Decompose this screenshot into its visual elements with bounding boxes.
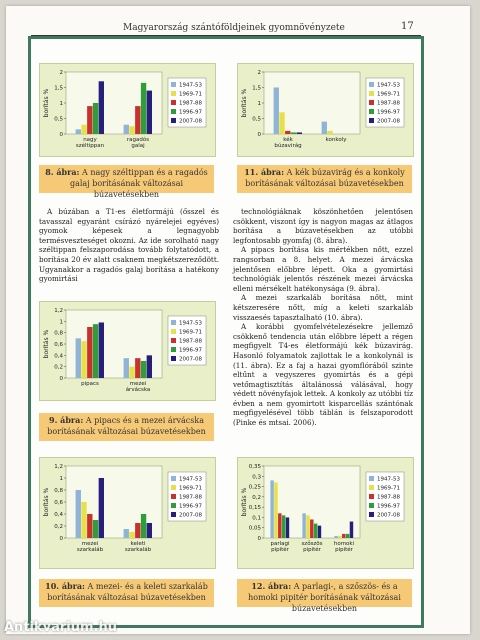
y-tick-label: 0: [257, 132, 261, 138]
bar: [310, 519, 313, 538]
legend-label: 1987-88: [179, 338, 202, 345]
x-tick-label: mezei: [129, 381, 147, 387]
bar: [274, 482, 277, 538]
y-tick-label: 0,8: [54, 330, 63, 337]
x-tick-label: galaj: [131, 143, 145, 149]
x-tick-label: búzavirág: [274, 143, 302, 149]
chart-fig10-svg: [40, 458, 215, 568]
y-tick-label: 1,5: [252, 85, 261, 92]
x-tick-label: mezei: [81, 541, 99, 547]
caption-fig12-label: 12. ábra:: [251, 581, 292, 591]
chart-fig12: [237, 457, 414, 569]
bar: [338, 536, 341, 538]
y-tick-label: 0,5: [54, 116, 63, 123]
x-tick-label: szőszös: [301, 541, 323, 547]
y-tick-label: 0,4: [54, 512, 63, 518]
y-tick-label: 1: [257, 101, 261, 107]
chart-fig8: [39, 63, 216, 157]
bar: [81, 502, 86, 538]
y-tick-label: 0,2: [252, 494, 261, 501]
legend-label: 1987-88: [377, 100, 400, 107]
legend-swatch: [171, 82, 176, 87]
x-tick-label: keleti: [130, 541, 146, 547]
bar: [314, 524, 317, 538]
chart-fig11: [237, 63, 414, 157]
x-tick-label: nagy: [83, 137, 97, 143]
y-tick-label: 1: [59, 319, 63, 326]
legend-swatch: [369, 512, 374, 517]
y-tick-label: 0,2: [54, 364, 63, 371]
body-text-left: [39, 207, 219, 287]
book-page: [6, 6, 470, 634]
bar: [81, 125, 86, 134]
x-tick-label: kék: [283, 137, 293, 143]
chart-fig8-svg: [40, 64, 215, 156]
y-tick-label: 0: [59, 536, 63, 542]
legend-swatch: [369, 476, 374, 481]
bar: [135, 106, 140, 134]
bar: [327, 131, 332, 134]
y-tick-label: 1,5: [54, 85, 63, 92]
y-tick-label: 0: [257, 536, 261, 542]
legend-label: 1996-97: [179, 109, 202, 116]
x-tick-label: konkoly: [325, 137, 347, 143]
x-tick-label: homoki: [333, 541, 355, 547]
legend-swatch: [369, 82, 374, 87]
caption-fig12: [237, 579, 412, 613]
bar: [141, 361, 146, 378]
y-tick-label: 0,3: [252, 474, 261, 481]
bar: [129, 367, 134, 378]
bar: [334, 536, 337, 538]
y-tick-label: 0,05: [248, 525, 261, 532]
x-tick-label: széltippan: [75, 143, 105, 149]
legend-swatch: [171, 320, 176, 325]
bar: [286, 517, 289, 538]
x-tick-label: ragadós: [126, 137, 150, 143]
legend-swatch: [171, 503, 176, 508]
legend-swatch: [369, 118, 374, 123]
body-right-paragraph-4: A korábbi gyomfelvételezésekre jellemző csökkenő tendencia után előbbre lépett a régen megfigyelt T4-es életformájú kék búzavirág. Hasonló folyamatok zajlottak le a konkolynál is (11. ábra). Ez a faj a hazai gyomflórából szinte eltűnt a vegyszeres gyomirtás és a gépi vetőmagtisztítás általánossá válásával, hogy védett növényfajok lettek. A konkoly az utóbbi tíz évben a nem gyomirtott kisparcellás szántónak megfigyelésével több táblán is felszaporodott (Pinke és mtsai. 2006).: [233, 322, 413, 428]
legend-label: 1987-88: [179, 494, 202, 501]
legend-label: 1947-53: [377, 82, 400, 89]
y-tick-label: 0,2: [54, 524, 63, 530]
page-frame: [28, 21, 424, 628]
legend-swatch: [171, 476, 176, 481]
legend-swatch: [171, 91, 176, 96]
body-right-paragraph-1: technológiáknak köszönhetően jelentősen csökkent, viszont így is nagyon magas az átlagos borítása a búzavetésekben az utóbbi legfontosabb gyomfaj (8. ábra).: [233, 207, 413, 245]
legend-swatch: [171, 118, 176, 123]
bar: [147, 523, 152, 538]
legend-label: 1947-53: [179, 320, 202, 327]
chart-fig12-svg: [238, 458, 413, 568]
y-tick-label: 0: [59, 376, 63, 382]
bar: [297, 132, 302, 134]
legend-label: 1987-88: [377, 494, 400, 501]
bar: [124, 529, 129, 538]
legend-label: 1996-97: [179, 347, 202, 354]
legend-swatch: [171, 512, 176, 517]
bar: [81, 341, 86, 378]
legend-swatch: [369, 91, 374, 96]
y-tick-label: 2: [59, 70, 63, 76]
bar: [285, 131, 290, 134]
legend-swatch: [369, 503, 374, 508]
bar: [135, 523, 140, 538]
legend-label: 1969-71: [377, 91, 400, 98]
y-tick-label: 0: [59, 132, 63, 138]
y-tick-label: 1,2: [54, 464, 63, 470]
bar: [270, 480, 273, 538]
bar: [147, 91, 152, 134]
page-number: 17: [401, 21, 414, 32]
x-tick-label: árvácska: [125, 387, 151, 393]
bar: [135, 358, 140, 378]
body-left-paragraph: A búzában a T1-es életformájú (ősszel és tavasszal egyaránt csírázó nyárelejei egyéves) gyomok képesek a legnagyobb termésveszteséget okozni. Az ide sorolható nagy széltippan felszaporodása tovább folytatódott, a borítása 20 év alatt csaknem megkétszereződött. Ugyanakkor a ragadós galaj borítása a hatékony gyomirtási: [39, 207, 219, 284]
legend-label: 1969-71: [377, 485, 400, 492]
caption-fig9-text: A pipacs és a mezei árvácska borításának változásai búzavetésekben: [47, 416, 206, 436]
caption-fig8-text: A nagy széltippan és a ragadós galaj borításának változásai búzavetésekben: [69, 168, 208, 199]
y-tick-label: 0,6: [54, 500, 63, 506]
bar: [93, 103, 98, 134]
bar: [93, 520, 98, 538]
bar: [93, 324, 98, 378]
legend-swatch: [171, 494, 176, 499]
legend-label: 1947-53: [377, 476, 400, 483]
chart-fig9: [39, 301, 216, 401]
body-right-paragraph-2: A pipacs borítása kis mértékben nőtt, ezzel rangsorban a 8. helyet. A mezei árvácska jelentősen előbbre lépett. Oka a gyomirtási technológiák jelentős részének mezei árvácska elleni mérsékelt hatékonysága (9. ábra).: [233, 245, 413, 293]
legend-swatch: [369, 109, 374, 114]
x-tick-label: pipacs: [81, 381, 99, 387]
y-tick-label: 0,4: [54, 353, 63, 360]
caption-fig10-text: A mezei- és a keleti szarkaláb borításának változásai búzavetésekben: [47, 582, 208, 602]
legend-label: 1969-71: [179, 485, 202, 492]
caption-fig8-label: 8. ábra:: [45, 167, 80, 177]
bar: [76, 129, 81, 134]
bar: [147, 355, 152, 378]
bar: [342, 534, 345, 538]
bar: [129, 532, 134, 538]
caption-fig9: [39, 413, 214, 441]
y-tick-label: 0,25: [248, 484, 261, 491]
y-axis-label: borítás %: [43, 487, 50, 517]
legend-label: 1947-53: [179, 476, 202, 483]
caption-fig11-text: A kék búzavirág és a konkoly borításának változásai búzavetésekben: [245, 168, 405, 188]
x-tick-label: szarkaláb: [76, 547, 104, 553]
legend-swatch: [171, 485, 176, 490]
header-rule: [31, 35, 421, 36]
x-tick-label: szarkaláb: [124, 547, 152, 553]
chart-fig10: [39, 457, 216, 569]
legend-swatch: [369, 100, 374, 105]
bar: [76, 338, 81, 378]
legend-swatch: [171, 347, 176, 352]
bar: [87, 514, 92, 538]
legend-swatch: [369, 494, 374, 499]
bar: [274, 88, 279, 135]
bar: [322, 122, 327, 134]
body-text-right: [233, 207, 413, 447]
legend-label: 1987-88: [179, 100, 202, 107]
bar: [306, 515, 309, 538]
caption-fig10-label: 10. ábra:: [45, 581, 86, 591]
legend-label: 2007-08: [377, 512, 400, 519]
y-axis-label: borítás %: [241, 88, 248, 118]
y-tick-label: 0,8: [54, 488, 63, 494]
bar: [99, 478, 104, 538]
y-tick-label: 2: [257, 70, 261, 76]
y-tick-label: 0,35: [248, 464, 261, 470]
caption-fig11: [237, 165, 412, 193]
bar: [350, 522, 353, 538]
bar: [99, 322, 104, 378]
bar: [99, 81, 104, 134]
legend-swatch: [171, 338, 176, 343]
y-tick-label: 0,5: [252, 116, 261, 123]
y-tick-label: 1: [59, 101, 63, 107]
x-tick-label: pipitér: [271, 547, 289, 553]
legend-swatch: [171, 356, 176, 361]
y-tick-label: 0,1: [252, 515, 261, 522]
legend-swatch: [171, 329, 176, 334]
x-tick-label: parlagi: [270, 541, 290, 547]
bar: [346, 534, 349, 538]
caption-fig12-text: A parlagi-, a szőszös- és a homoki pipitér borításának változásai búzavetésekben: [248, 582, 401, 613]
bar: [279, 112, 284, 134]
legend-label: 1947-53: [179, 82, 202, 89]
legend-label: 1996-97: [377, 109, 400, 116]
caption-fig9-label: 9. ábra:: [49, 415, 84, 425]
legend-label: 2007-08: [179, 118, 202, 125]
y-axis-label: borítás %: [43, 329, 50, 359]
legend-label: 2007-08: [377, 118, 400, 125]
bar: [87, 106, 92, 134]
body-right-paragraph-3: A mezei szarkaláb borítása nőtt, mint kétszeresére nőtt, míg a keleti szarkaláb visszaesés tapasztalható (10. ábra).: [233, 293, 413, 322]
legend-label: 1969-71: [179, 329, 202, 336]
bar: [282, 515, 285, 538]
chart-fig11-svg: [238, 64, 413, 156]
legend-label: 1996-97: [179, 503, 202, 510]
y-axis-label: borítás %: [241, 487, 248, 517]
y-axis-label: borítás %: [43, 88, 50, 118]
bar: [76, 490, 81, 538]
y-tick-label: 0,6: [54, 342, 63, 348]
bar: [302, 513, 305, 538]
x-tick-label: pipitér: [335, 547, 353, 553]
bar: [87, 327, 92, 378]
bar: [278, 513, 281, 538]
legend-label: 1969-71: [179, 91, 202, 98]
bar: [291, 132, 296, 134]
legend-swatch: [369, 485, 374, 490]
watermark-text: Antikvarium.hu: [4, 620, 117, 635]
caption-fig11-label: 11. ábra:: [244, 167, 285, 177]
x-tick-label: pipitér: [303, 547, 321, 553]
bar: [124, 358, 129, 378]
bar: [141, 83, 146, 134]
bar: [129, 126, 134, 134]
caption-fig8: [39, 165, 214, 199]
y-tick-label: 1: [59, 476, 63, 482]
bar: [318, 526, 321, 538]
bar: [124, 125, 129, 134]
y-tick-label: 0,15: [248, 505, 261, 512]
bar: [141, 514, 146, 538]
header-title: Magyarország szántóföldjeinek gyomnövényzete: [123, 23, 345, 33]
legend-label: 2007-08: [179, 356, 202, 363]
legend-swatch: [171, 109, 176, 114]
caption-fig10: [39, 579, 214, 607]
y-tick-label: 1,2: [54, 308, 63, 314]
legend-label: 2007-08: [179, 512, 202, 519]
chart-fig9-svg: [40, 302, 215, 400]
legend-swatch: [171, 100, 176, 105]
running-header: [31, 21, 421, 35]
legend-label: 1996-97: [377, 503, 400, 510]
